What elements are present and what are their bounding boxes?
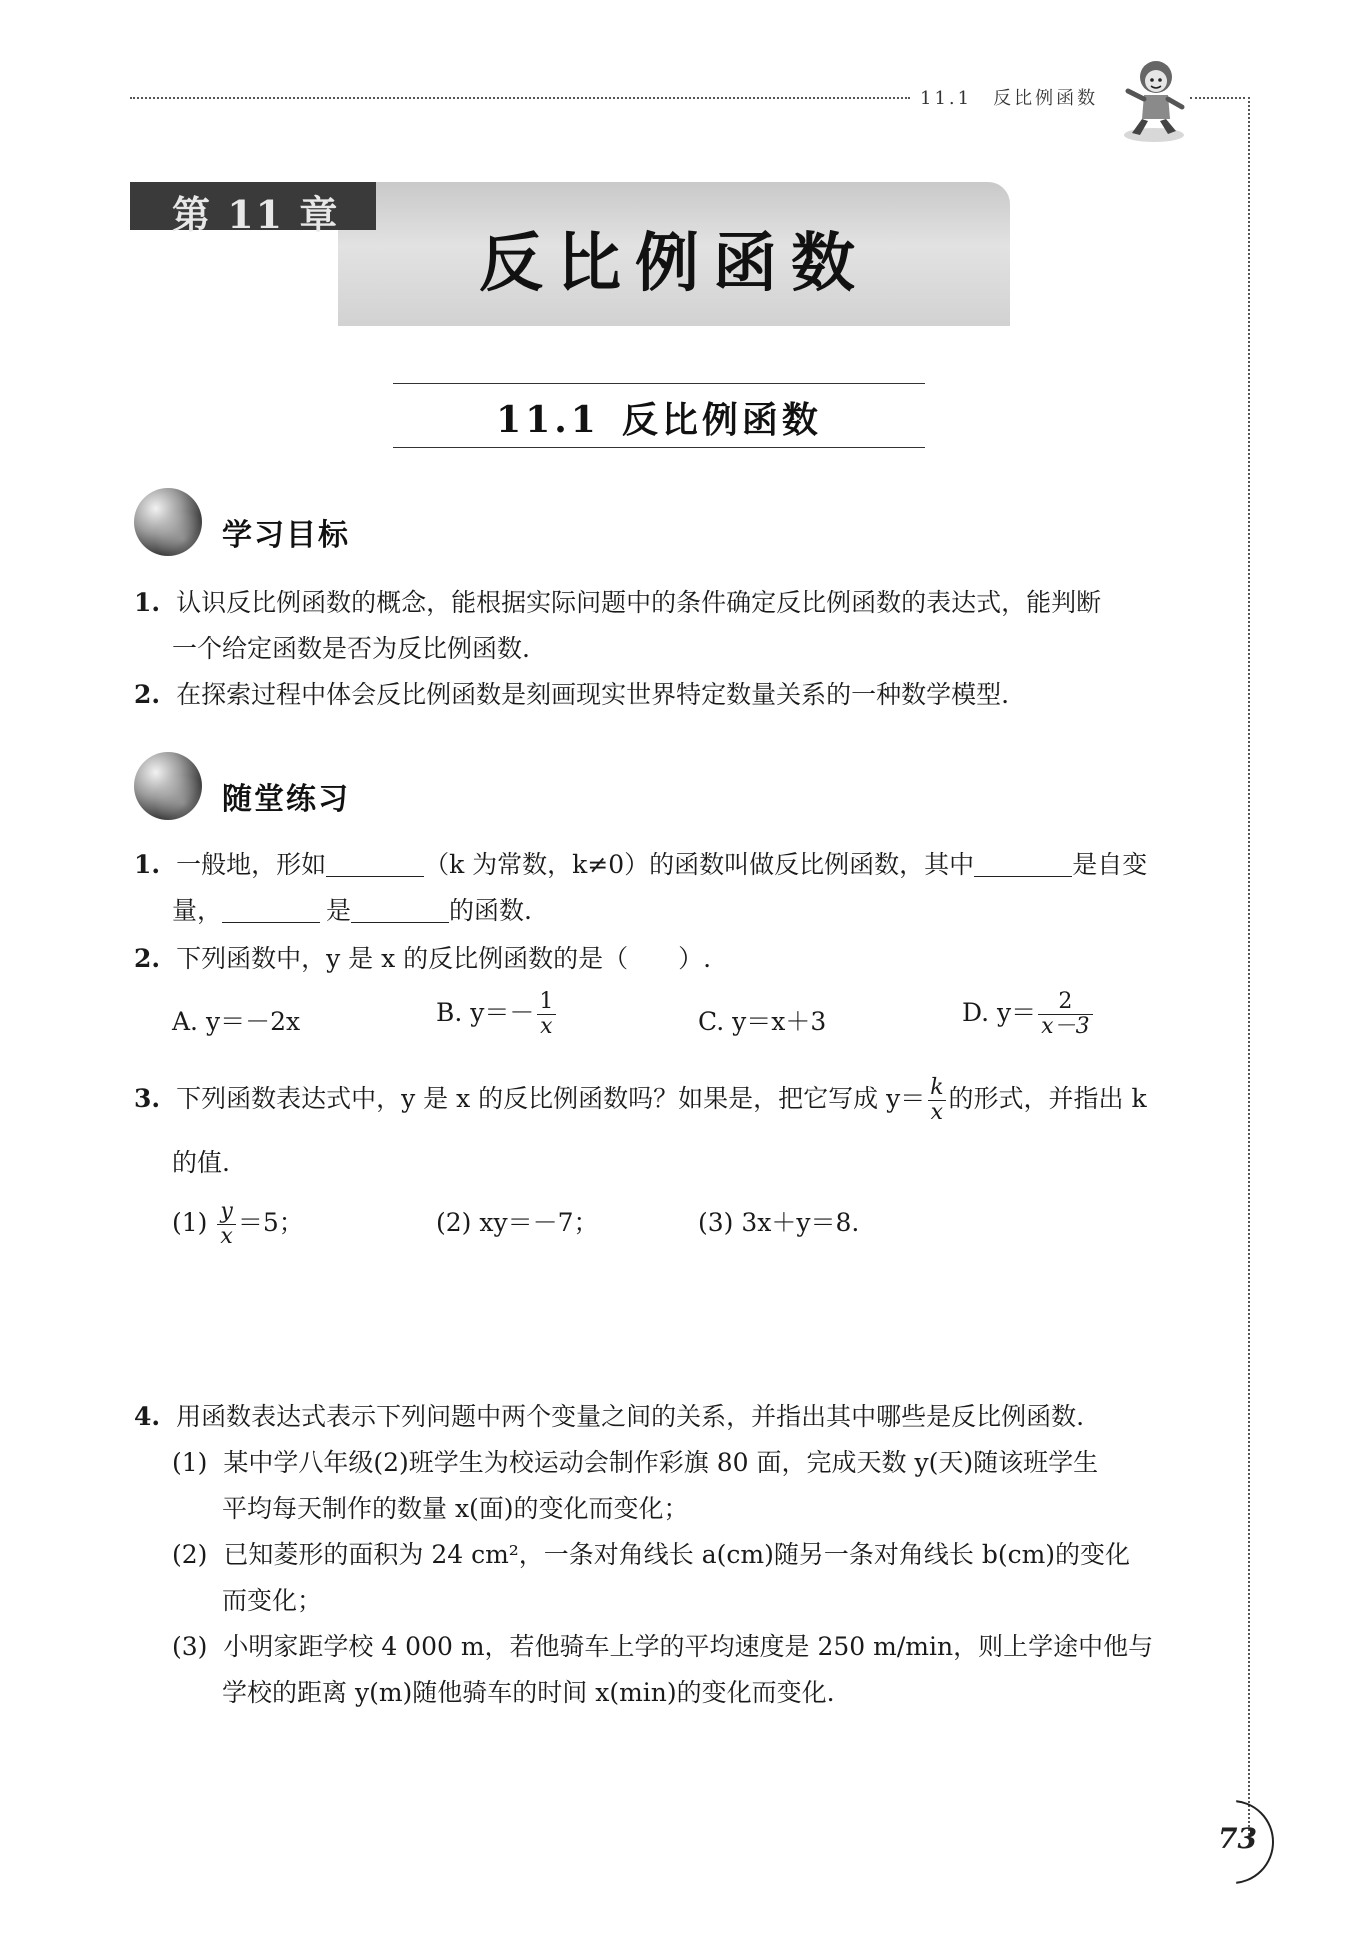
option-d[interactable]: D. y＝ $\frac{2}{x-3}$ xyxy=(962,990,1095,1039)
option-c[interactable]: C. y＝x＋3 xyxy=(698,1007,827,1036)
question-4-part-3: (3) 小明家距学校 4 000 m，若他骑车上学的平均速度是 250 m/min，则上学途中他与 xyxy=(172,1632,1154,1661)
question-1-cont: 量， 是 的函数. xyxy=(172,896,532,925)
chapter-title: 反比例函数 xyxy=(479,227,869,301)
mascot-icon xyxy=(1118,55,1190,145)
header-rule-right xyxy=(1190,97,1245,99)
fraction: $\frac{k}{x}$ xyxy=(927,1076,946,1125)
section-number: 11.1 xyxy=(496,399,600,441)
question-1: 1. 一般地，形如 （k 为常数，k≠0）的函数叫做反比例函数，其中 是自变 xyxy=(134,850,1148,879)
answer-blank[interactable] xyxy=(326,850,424,877)
header-rule xyxy=(130,97,910,99)
answer-blank[interactable] xyxy=(222,896,320,923)
section-rule-bottom xyxy=(393,447,925,448)
question-3-part-1: (1) $\frac{y}{x}$ ＝5； xyxy=(172,1199,304,1249)
question-2: 2. 下列函数中，y 是 x 的反比例函数的是（ ）. xyxy=(134,944,712,973)
fraction: $\frac{y}{x}$ xyxy=(217,1200,235,1249)
globe-icon xyxy=(134,752,202,820)
question-4-part-1: (1) 某中学八年级(2)班学生为校运动会制作彩旗 80 面，完成天数 y(天)随该班学生 xyxy=(172,1448,1099,1477)
globe-icon xyxy=(134,488,202,556)
side-rule xyxy=(1248,97,1250,1835)
page-number: 73 xyxy=(1218,1822,1257,1855)
objective-item-1: 1. 认识反比例函数的概念，能根据实际问题中的条件确定反比例函数的表达式，能判断 xyxy=(134,588,1102,617)
option-a[interactable]: A. y＝－2x xyxy=(172,1007,301,1036)
question-3: 3. 下列函数表达式中，y 是 x 的反比例函数吗？如果是，把它写成 y＝ $\frac{k}{x}$ 的形式，并指出 k xyxy=(134,1075,1147,1125)
question-4-part-1-cont: 平均每天制作的数量 x(面)的变化而变化； xyxy=(222,1494,689,1523)
answer-blank[interactable] xyxy=(351,896,449,923)
chapter-label: 第 11 章 xyxy=(172,192,340,237)
question-3-part-3: (3) 3x＋y＝8. xyxy=(698,1208,860,1237)
answer-blank[interactable] xyxy=(974,850,1072,877)
practice-heading: 随堂练习 xyxy=(222,782,350,817)
fraction: $\frac{2}{x-3}$ xyxy=(1038,990,1092,1039)
question-4-part-3-cont: 学校的距离 y(m)随他骑车的时间 x(min)的变化而变化. xyxy=(222,1678,835,1707)
objective-item-1-cont: 一个给定函数是否为反比例函数. xyxy=(172,634,530,663)
section-name: 反比例函数 xyxy=(621,400,822,441)
question-4: 4. 用函数表达式表示下列问题中两个变量之间的关系，并指出其中哪些是反比例函数. xyxy=(134,1402,1085,1431)
fraction: $\frac{1}{x}$ xyxy=(536,990,556,1039)
objective-item-2: 2. 在探索过程中体会反比例函数是刻画现实世界特定数量关系的一种数学模型. xyxy=(134,680,1010,709)
option-b[interactable]: B. y＝－ $\frac{1}{x}$ xyxy=(436,990,558,1039)
running-title: 11.1 反比例函数 xyxy=(920,88,1099,109)
section-title xyxy=(393,392,925,443)
question-3-part-2: (2) xy＝－7； xyxy=(436,1208,599,1237)
objectives-heading: 学习目标 xyxy=(222,518,350,553)
question-4-part-2-cont: 而变化； xyxy=(222,1586,323,1615)
question-4-part-2: (2) 已知菱形的面积为 24 cm²，一条对角线长 a(cm)随另一条对角线长 b(cm)的变化 xyxy=(172,1540,1131,1569)
question-3-cont: 的值. xyxy=(172,1148,230,1177)
section-rule-top xyxy=(393,383,925,384)
